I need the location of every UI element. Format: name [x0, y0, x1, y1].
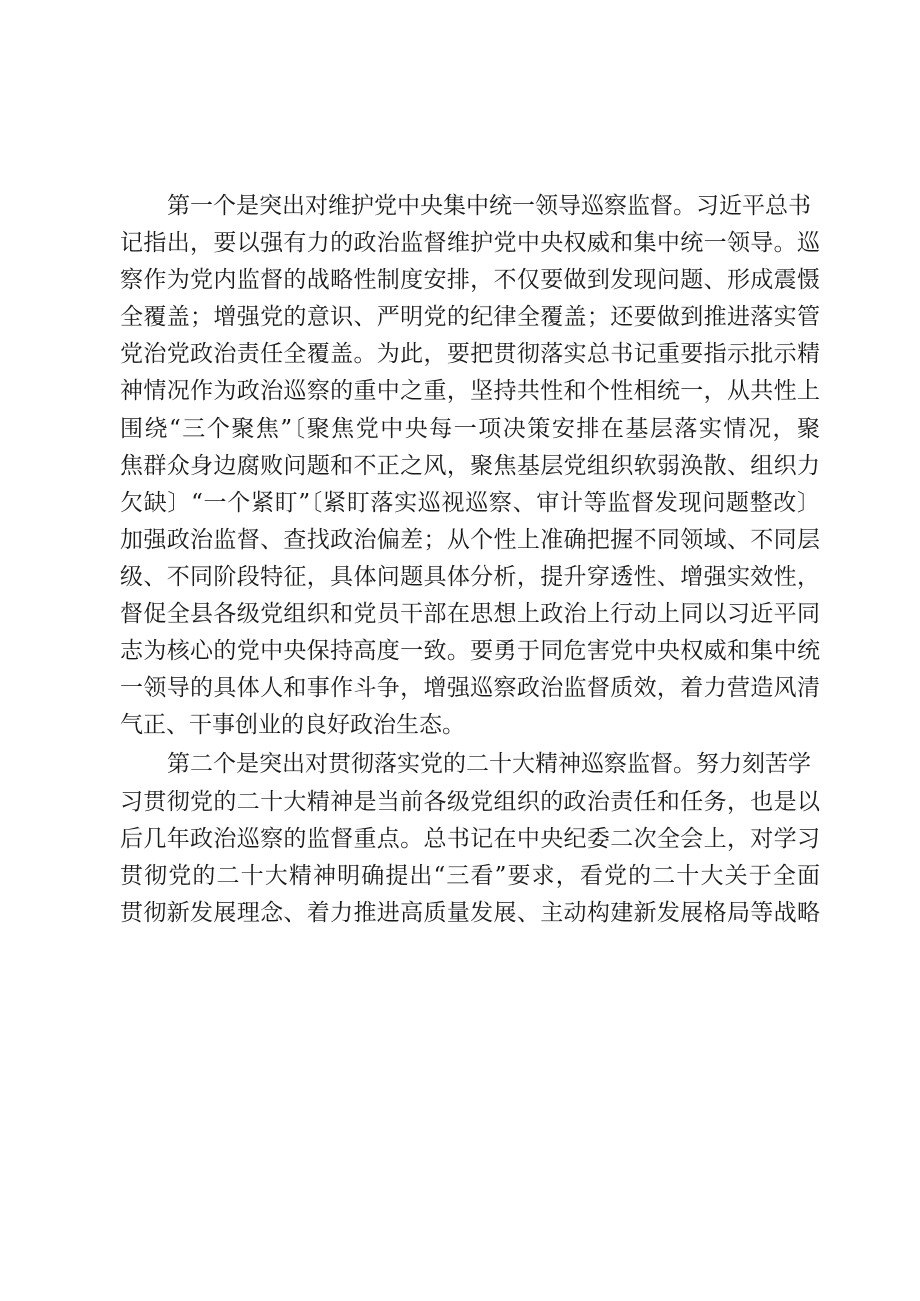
paragraph-line: 神情况作为政治巡察的重中之重，坚持共性和个性相统一，从共性上: [120, 378, 820, 405]
paragraph-line: 贯彻党的二十大精神明确提出“三看”要求，看党的二十大关于全面: [120, 862, 820, 889]
paragraph-line: 级、不同阶段特征，具体问题具体分析，提升穿透性、增强实效性，: [120, 563, 820, 590]
paragraph-line: 党治党政治责任全覆盖。为此，要把贯彻落实总书记重要指示批示精: [120, 341, 820, 368]
paragraph-line: 加强政治监督、查找政治偏差；从个性上准确把握不同领域、不同层: [120, 526, 820, 553]
paragraph-line: 第一个是突出对维护党中央集中统一领导巡察监督。习近平总书: [167, 193, 811, 219]
paragraph-line: 督促全县各级党组织和党员干部在思想上政治上行动上同以习近平同: [120, 601, 820, 628]
paragraph-line: 习贯彻党的二十大精神是当前各级党组织的政治责任和任务，也是以: [120, 788, 820, 815]
paragraph-line: 志为核心的党中央保持高度一致。要勇于同危害党中央权威和集中统: [120, 638, 820, 665]
paragraph-line: 一领导的具体人和事作斗争，增强巡察政治监督质效，着力营造风清: [120, 675, 820, 702]
paragraph-2: [120, 746, 820, 931]
paragraph-line: 贯彻新发展理念、着力推进高质量发展、主动构建新发展格局等战略: [120, 899, 820, 926]
paragraph-line: 气正、干事创业的良好政治生态。: [120, 712, 465, 739]
paragraph-1: [120, 188, 820, 744]
paragraph-line: 察作为党内监督的战略性制度安排，不仅要做到发现问题、形成震慑: [120, 267, 820, 294]
paragraph-line: 焦群众身边腐败问题和不正之风，聚焦基层党组织软弱涣散、组织力: [120, 452, 820, 479]
paragraph-line: 第二个是突出对贯彻落实党的二十大精神巡察监督。努力刻苦学: [167, 751, 811, 778]
paragraph-line: 全覆盖；增强党的意识、严明党的纪律全覆盖；还要做到推进落实管: [120, 304, 820, 331]
paragraph-line: 围绕“三个聚焦”〔聚焦党中央每一项决策安排在基层落实情况，聚: [120, 415, 820, 442]
paragraph-line: 记指出，要以强有力的政治监督维护党中央权威和集中统一领导。巡: [120, 230, 820, 257]
paragraph-line: 欠缺〕“一个紧盯”〔紧盯落实巡视巡察、审计等监督发现问题整改〕: [120, 489, 820, 516]
paragraph-line: 后几年政治巡察的监督重点。总书记在中央纪委二次全会上，对学习: [120, 825, 820, 852]
document-body: [120, 188, 820, 932]
